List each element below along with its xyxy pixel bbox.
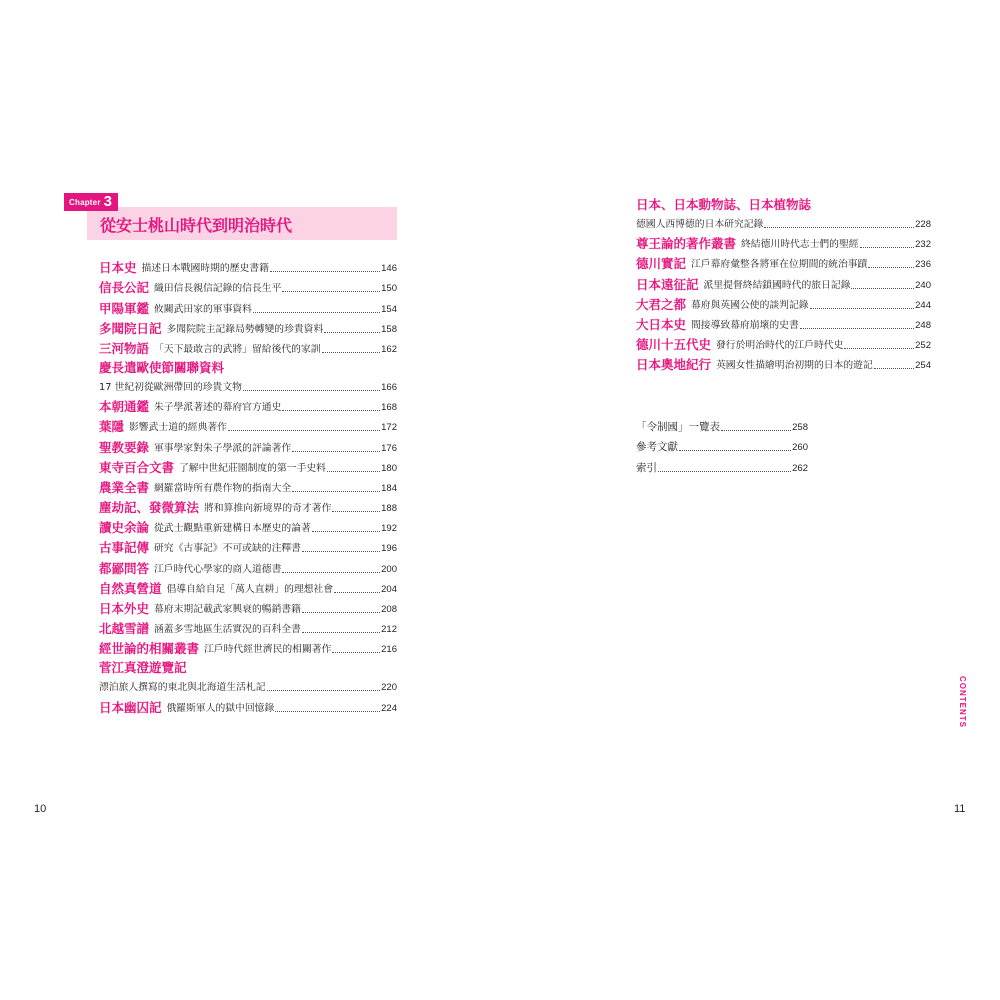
entry-page-number: 146 xyxy=(381,263,397,275)
entry-page-number: 204 xyxy=(381,583,397,595)
dot-leader xyxy=(292,491,380,492)
chapter-title: 從安士桃山時代到明治時代 xyxy=(100,216,293,235)
entry-page-number: 224 xyxy=(381,702,397,714)
entry-description: 朱子學派著述的幕府官方通史 xyxy=(154,402,282,414)
dot-leader xyxy=(800,328,914,329)
entry-title: 葉隱 xyxy=(99,419,125,435)
entry-page-number: 172 xyxy=(381,422,397,434)
entry-title: 日本奧地紀行 xyxy=(636,357,712,373)
dot-leader xyxy=(322,352,381,353)
entry-page-number: 220 xyxy=(381,682,397,694)
entry-description: 江戶幕府彙整各將軍在位期間的統治事蹟 xyxy=(691,259,868,271)
toc-entry[interactable] xyxy=(99,636,397,656)
toc-entry[interactable] xyxy=(99,576,397,596)
entry-page-number: 180 xyxy=(381,462,397,474)
entry-description: 「天下最敢言的武將」留給後代的家訓 xyxy=(154,343,321,355)
entry-description: 幕府與英國公使的談判記錄 xyxy=(691,299,809,311)
toc-entry[interactable] xyxy=(99,295,397,315)
toc-entry[interactable] xyxy=(636,271,931,291)
entry-page-number: 150 xyxy=(381,283,397,295)
dot-leader xyxy=(312,531,380,532)
entry-description: 涵蓋多雪地區生活實況的百科全書 xyxy=(154,624,301,636)
appendix-entry[interactable] xyxy=(636,434,808,455)
entry-title: 農業全書 xyxy=(99,479,150,495)
entry-description: 終結德川時代志士們的聖經 xyxy=(741,239,859,251)
toc-entry[interactable] xyxy=(99,336,397,356)
toc-entry[interactable] xyxy=(99,694,397,714)
toc-entry[interactable] xyxy=(99,356,397,394)
entry-description: 網羅當時所有農作物的指南大全 xyxy=(154,482,292,494)
entry-title: 尊王論的著作叢書 xyxy=(636,236,737,252)
entry-page-number: 212 xyxy=(381,624,397,636)
left-page-number: 10 xyxy=(34,803,47,815)
left-toc-list xyxy=(99,255,397,715)
toc-entry[interactable] xyxy=(99,596,397,616)
toc-entry[interactable] xyxy=(99,535,397,555)
entry-title: 日本史 xyxy=(99,260,137,276)
right-page-number: 11 xyxy=(954,803,966,815)
toc-entry[interactable] xyxy=(99,515,397,535)
appendix-page-number: 262 xyxy=(792,462,808,474)
entry-description: 描述日本戰國時期的歷史書籍 xyxy=(141,263,269,275)
dot-leader xyxy=(868,267,914,268)
entry-title: 慶長遣歐使節關聯資料 xyxy=(99,359,225,375)
entry-description: 了解中世紀莊園制度的第一手史料 xyxy=(179,462,326,474)
right-toc-list xyxy=(636,193,931,372)
entry-title: 讀史余論 xyxy=(99,520,150,536)
toc-entry[interactable] xyxy=(99,275,397,295)
entry-description: 多聞院院主記錄局勢轉變的珍貴資料 xyxy=(166,323,324,335)
entry-title: 菅江真澄遊覽記 xyxy=(99,660,187,676)
entry-page-number: 176 xyxy=(381,442,397,454)
entry-description: 研究《古事記》不可或缺的注釋書 xyxy=(154,543,301,555)
entry-title: 日本幽囚記 xyxy=(99,699,162,715)
entry-page-number: 184 xyxy=(381,482,397,494)
entry-page-number: 232 xyxy=(915,239,931,251)
entry-title: 日本、日本動物誌、日本植物誌 xyxy=(636,197,812,212)
dot-leader xyxy=(282,572,380,573)
entry-page-number: 200 xyxy=(381,563,397,575)
toc-entry[interactable] xyxy=(99,434,397,454)
entry-description: 攸關武田家的軍事資料 xyxy=(154,303,252,315)
entry-desc-row xyxy=(636,212,931,231)
toc-entry[interactable] xyxy=(99,616,397,636)
entry-title: 經世論的相關叢書 xyxy=(99,641,200,657)
toc-entry[interactable] xyxy=(99,394,397,414)
dot-leader xyxy=(658,471,791,472)
entry-description: 間接導致幕府崩壞的史書 xyxy=(691,319,799,331)
appendix-title: 參考文獻 xyxy=(636,441,678,453)
entry-title: 都鄙問答 xyxy=(99,560,150,576)
dot-leader xyxy=(721,430,791,431)
entry-desc-row xyxy=(99,375,397,394)
entry-title: 北越雪譜 xyxy=(99,621,150,637)
entry-page-number: 244 xyxy=(915,299,931,311)
dot-leader xyxy=(810,308,915,309)
entry-title: 多聞院日記 xyxy=(99,320,162,336)
entry-description: 幕府末期記載武家興衰的暢銷書籍 xyxy=(154,604,301,615)
entry-title: 自然真營道 xyxy=(99,580,162,596)
entry-title: 古事記傳 xyxy=(99,540,150,556)
dot-leader xyxy=(270,271,380,272)
toc-entry[interactable] xyxy=(99,475,397,495)
dot-leader xyxy=(332,652,380,653)
dot-leader xyxy=(282,291,380,292)
entry-description: 影響武士道的經典著作 xyxy=(129,422,227,434)
toc-entry[interactable] xyxy=(99,255,397,275)
toc-entry[interactable] xyxy=(636,332,931,352)
chapter-number: 3 xyxy=(103,193,112,210)
dot-leader xyxy=(302,551,380,552)
appendix-page-number: 258 xyxy=(792,421,808,433)
toc-entry[interactable] xyxy=(99,316,397,336)
chapter-tag xyxy=(64,193,118,211)
dot-leader xyxy=(302,612,380,613)
dot-leader xyxy=(844,348,914,349)
entry-title-row xyxy=(99,356,397,375)
entry-title: 聖教要錄 xyxy=(99,439,150,455)
entry-description: 倡導自給自足「萬人直耕」的理想社會 xyxy=(166,583,334,595)
entry-title: 日本外史 xyxy=(99,601,150,616)
dot-leader xyxy=(327,471,380,472)
appendix-toc-list xyxy=(636,413,808,475)
entry-description: 織田信長親信記錄的信長生平 xyxy=(154,283,282,295)
entry-description: 從武士觀點重新建構日本歷史的論著 xyxy=(154,523,311,535)
dot-leader xyxy=(302,632,380,633)
entry-title-row xyxy=(636,193,931,212)
toc-entry[interactable] xyxy=(636,231,931,251)
entry-page-number: 168 xyxy=(381,402,397,414)
dot-leader xyxy=(332,511,380,512)
dot-leader xyxy=(228,430,380,431)
dot-leader xyxy=(292,451,380,452)
entry-title: 信長公記 xyxy=(99,280,150,296)
entry-description: 軍事學家對朱子學派的評論著作 xyxy=(154,442,292,454)
entry-description: 江戶時代心學家的商人道德書 xyxy=(154,563,282,575)
entry-description: 派里提督終結鎖國時代的旅日記錄 xyxy=(703,279,851,291)
toc-entry[interactable] xyxy=(636,193,931,231)
entry-title: 本朝通鑑 xyxy=(99,399,150,415)
entry-description: 17 世紀初從歐洲帶回的珍貴文物 xyxy=(99,381,242,393)
entry-desc-row xyxy=(99,675,397,694)
entry-description: 發行於明治時代的江戶時代史 xyxy=(716,340,844,352)
entry-title: 德川實記 xyxy=(636,256,687,272)
entry-page-number: 162 xyxy=(381,343,397,355)
dot-leader xyxy=(874,368,914,369)
entry-page-number: 188 xyxy=(381,503,397,515)
dot-leader xyxy=(764,227,914,228)
entry-description: 英國女性描繪明治初期的日本的遊記 xyxy=(716,360,873,372)
contents-side-label: CONTENTS xyxy=(958,676,967,728)
entry-page-number: 254 xyxy=(915,360,931,372)
entry-description: 江戶時代經世濟民的相關著作 xyxy=(204,644,332,656)
entry-description: 漂泊旅人撰寫的東北與北海道生活札記 xyxy=(99,682,266,694)
entry-page-number: 196 xyxy=(381,543,397,555)
appendix-page-number: 260 xyxy=(792,442,808,453)
dot-leader xyxy=(267,690,381,691)
entry-page-number: 248 xyxy=(915,319,931,331)
dot-leader xyxy=(324,332,380,333)
entry-title: 日本遠征記 xyxy=(636,276,699,292)
entry-page-number: 252 xyxy=(915,340,931,352)
entry-description: 將和算推向新境界的奇才著作 xyxy=(204,503,332,515)
dot-leader xyxy=(243,390,380,391)
chapter-label: Chapter xyxy=(69,197,101,207)
dot-leader xyxy=(282,410,380,411)
entry-title: 大日本史 xyxy=(636,316,687,332)
entry-page-number: 154 xyxy=(381,303,397,315)
toc-entry[interactable] xyxy=(636,292,931,312)
entry-page-number: 216 xyxy=(381,644,397,656)
appendix-title: 「令制國」一覽表 xyxy=(636,420,720,433)
entry-page-number: 158 xyxy=(381,323,397,335)
toc-entry[interactable] xyxy=(99,495,397,515)
entry-title: 大君之都 xyxy=(636,296,687,312)
dot-leader xyxy=(860,247,915,248)
appendix-entry[interactable] xyxy=(636,454,808,475)
toc-entry[interactable] xyxy=(636,352,931,372)
dot-leader xyxy=(334,592,380,593)
dot-leader xyxy=(253,312,380,313)
entry-title: 三河物語 xyxy=(99,340,150,356)
appendix-entry[interactable] xyxy=(636,413,808,434)
entry-title: 德川十五代史 xyxy=(636,337,712,353)
toc-entry[interactable] xyxy=(636,312,931,332)
appendix-title: 索引 xyxy=(636,461,657,474)
entry-title: 塵劫記、發微算法 xyxy=(99,500,200,516)
entry-description: 德國人西博德的日本研究記錄 xyxy=(636,219,764,230)
dot-leader xyxy=(679,450,791,451)
entry-page-number: 236 xyxy=(915,259,931,271)
toc-entry[interactable] xyxy=(99,455,397,475)
entry-page-number: 240 xyxy=(915,279,931,291)
entry-title-row xyxy=(99,656,397,675)
dot-leader xyxy=(275,711,380,712)
toc-entry[interactable] xyxy=(99,414,397,434)
toc-entry[interactable] xyxy=(99,656,397,694)
toc-entry[interactable] xyxy=(636,251,931,271)
entry-description: 俄羅斯軍人的獄中回憶錄 xyxy=(166,702,275,714)
dot-leader xyxy=(851,288,914,289)
entry-title: 東寺百合文書 xyxy=(99,459,175,475)
entry-page-number: 228 xyxy=(915,219,931,230)
entry-page-number: 192 xyxy=(381,523,397,535)
entry-title: 甲陽軍鑑 xyxy=(99,300,150,316)
entry-page-number: 208 xyxy=(381,604,397,615)
entry-page-number: 166 xyxy=(381,381,397,393)
toc-entry[interactable] xyxy=(99,555,397,575)
